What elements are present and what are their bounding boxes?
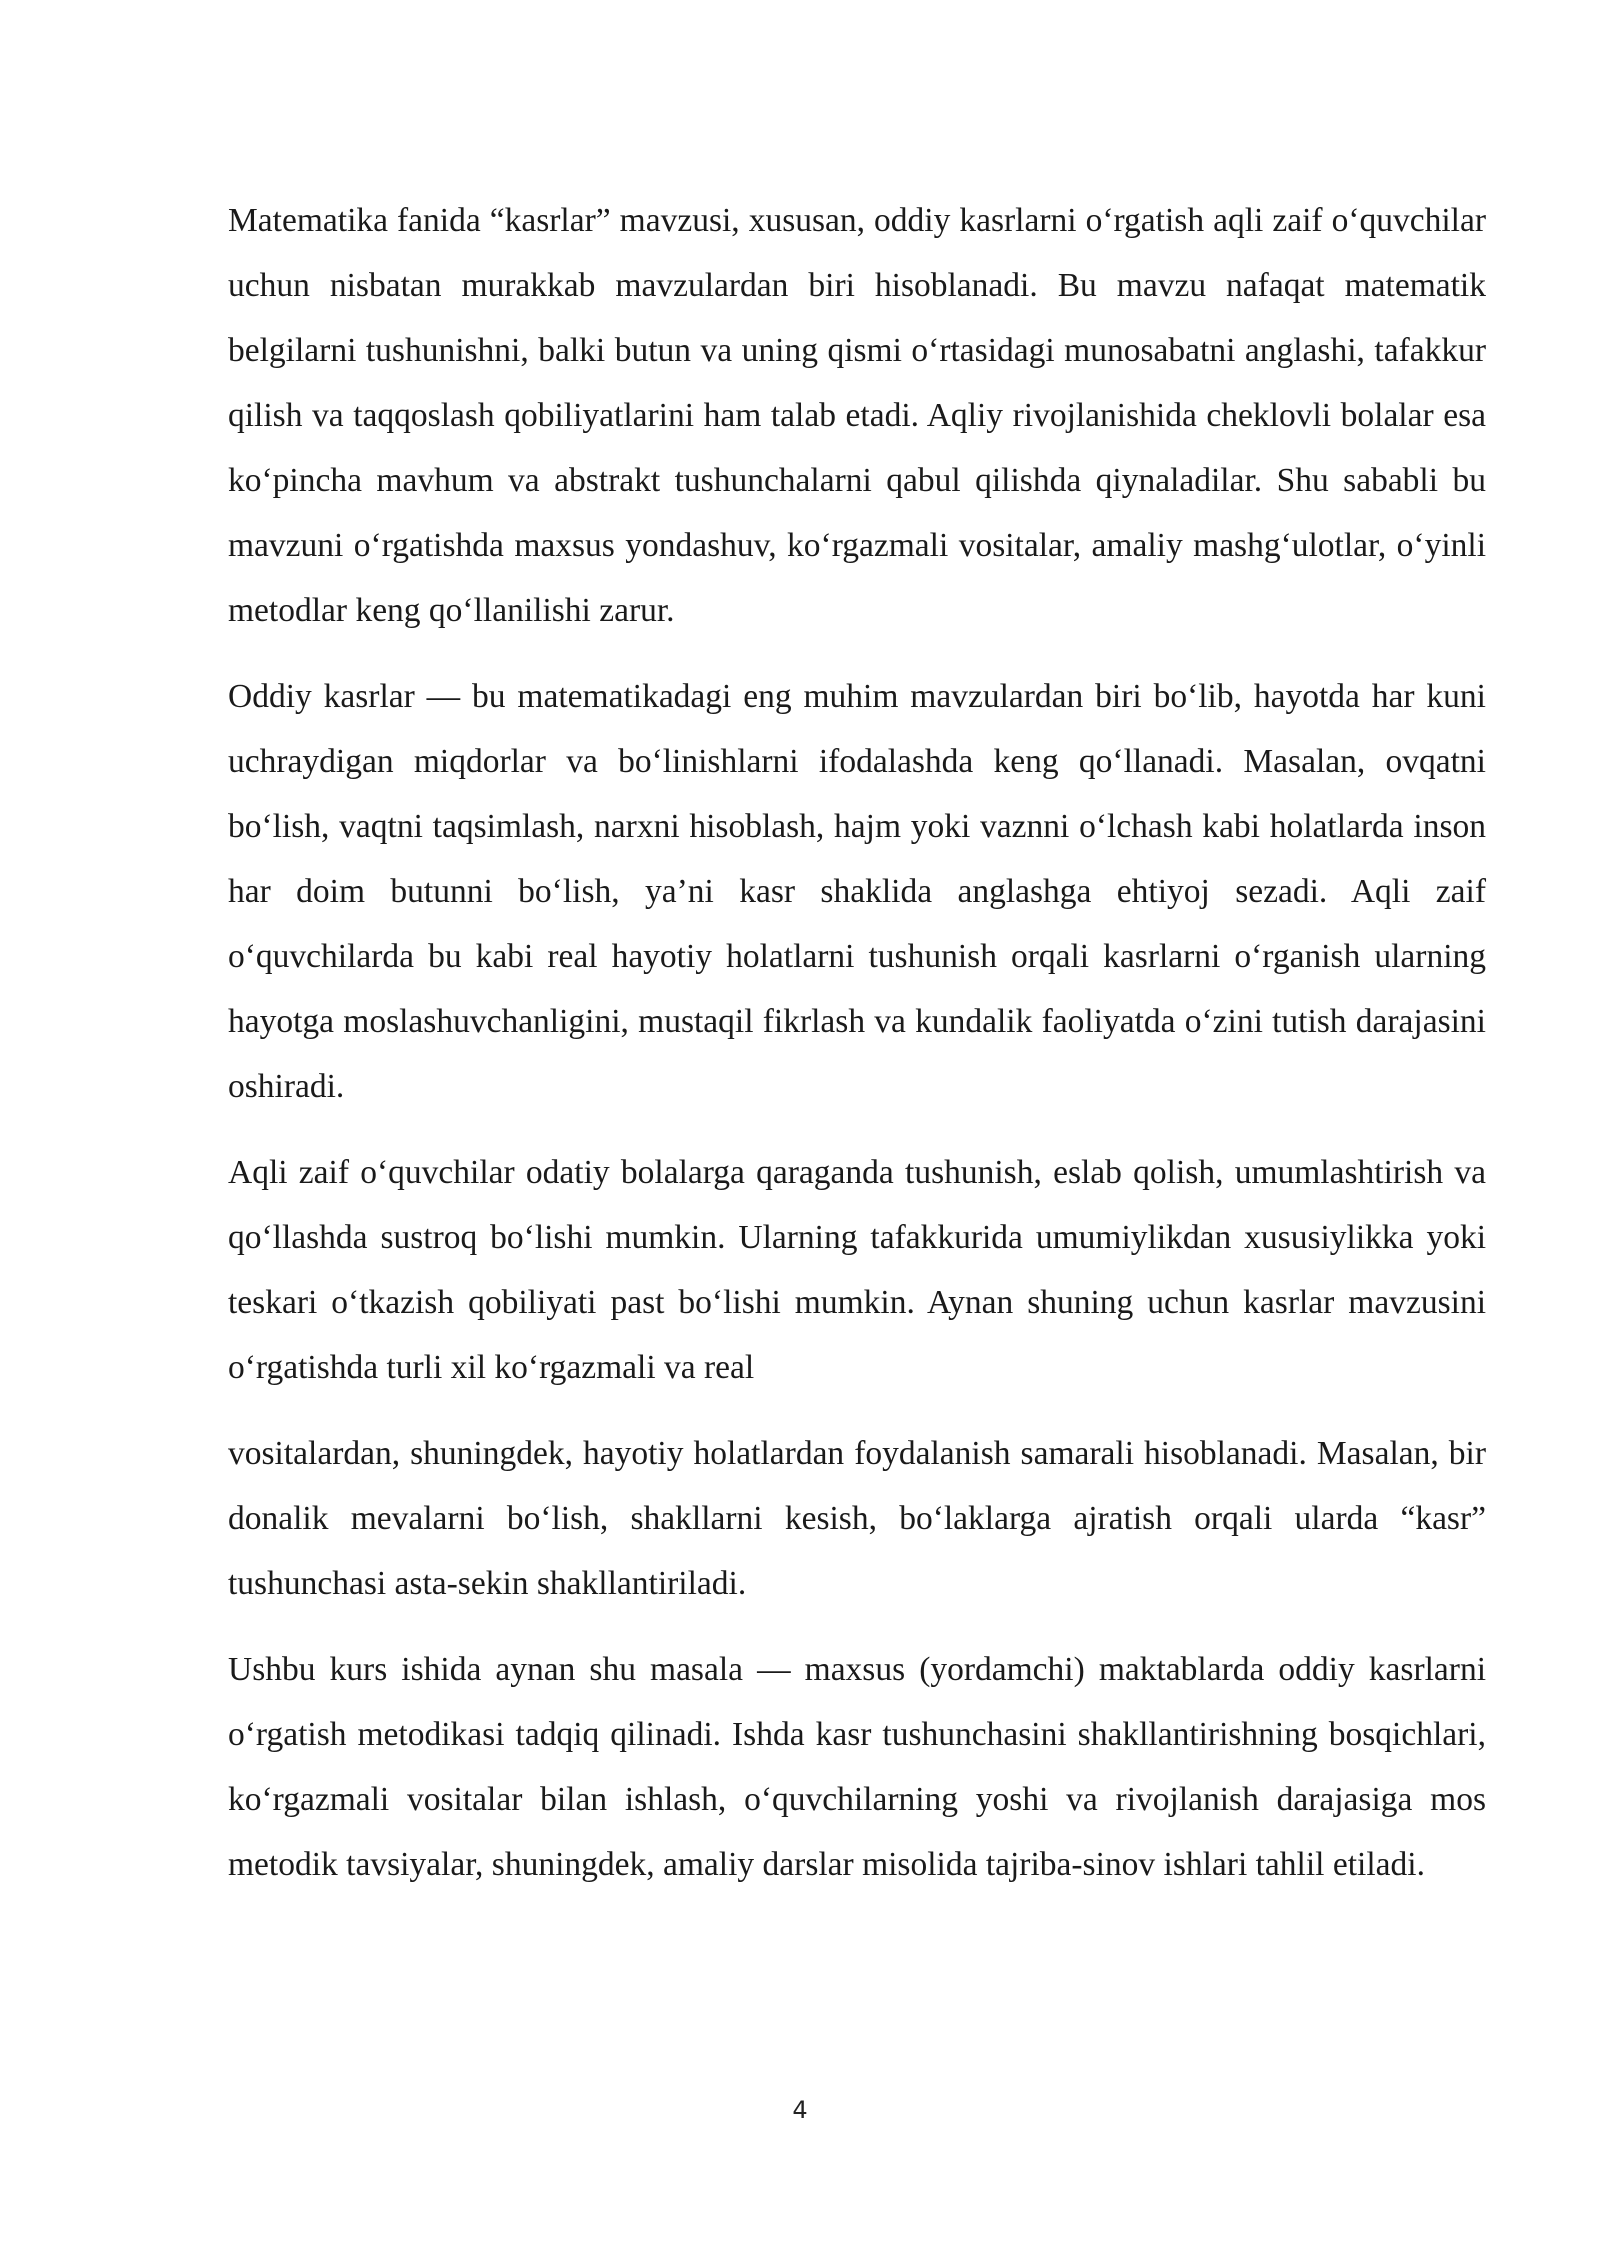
paragraph-1: Matematika fanida “kasrlar” mavzusi, xususan, oddiy kasrlarni o‘rgatish aqli zaif o‘quvchilar uchun nisbatan murakkab mavzulardan biri hisoblanadi. Bu mavzu nafaqat matematik belgilarni tushunishni, balki butun va uning qismi o‘rtasidagi munosabatni anglashi, tafakkur qilish va taqqoslash qobiliyatlarini ham talab etadi. Aqliy rivojlanishida cheklovli bolalar esa ko‘pincha mavhum va abstrakt tushunchalarni qabul qilishda qiynaladilar. Shu sababli bu mavzuni o‘rgatishda maxsus yondashuv, ko‘rgazmali vositalar, amaliy mashg‘ulotlar, o‘yinli metodlar keng qo‘llanilishi zarur.: [228, 202, 1486, 629]
paragraph-2: Oddiy kasrlar — bu matematikadagi eng muhim mavzulardan biri bo‘lib, hayotda har kuni uchraydigan miqdorlar va bo‘linishlarni ifodalashda keng qo‘llanadi. Masalan, ovqatni bo‘lish, vaqtni taqsimlash, narxni hisoblash, hajm yoki vaznni o‘lchash kabi holatlarda inson har doim butunni bo‘lish, ya’ni kasr shaklida anglashga ehtiyoj sezadi. Aqli zaif o‘quvchilarda bu kabi real hayotiy holatlarni tushunish orqali kasrlarni o‘rganish ularning hayotga moslashuvchanligini, mustaqil fikrlash va kundalik faoliyatda o‘zini tutish darajasini oshiradi.: [228, 678, 1486, 1105]
paragraph-3: Aqli zaif o‘quvchilar odatiy bolalarga qaraganda tushunish, eslab qolish, umumlashtirish va qo‘llashda sustroq bo‘lishi mumkin. Ularning tafakkurida umumiylikdan xususiylikka yoki teskari o‘tkazish qobiliyati past bo‘lishi mumkin. Aynan shuning uchun kasrlar mavzusini o‘rgatishda turli xil ko‘rgazmali va real: [228, 1154, 1486, 1386]
paragraph-5: Ushbu kurs ishida aynan shu masala — maxsus (yordamchi) maktablarda oddiy kasrlarni o‘rgatish metodikasi tadqiq qilinadi. Ishda kasr tushunchasini shakllantirishning bosqichlari, ko‘rgazmali vositalar bilan ishlash, o‘quvchilarning yoshi va rivojlanish darajasiga mos metodik tavsiyalar, shuningdek, amaliy darslar misolida tajriba-sinov ishlari tahlil etiladi.: [228, 1651, 1486, 1883]
paragraph-4: vositalardan, shuningdek, hayotiy holatlardan foydalanish samarali hisoblanadi. Masalan, bir donalik mevalarni bo‘lish, shakllarni kesish, bo‘laklarga ajratish orqali ularda “kasr” tushunchasi asta-sekin shakllantiriladi.: [228, 1435, 1486, 1602]
body-text: [228, 188, 1486, 1897]
page-number: 4: [792, 2096, 808, 2124]
